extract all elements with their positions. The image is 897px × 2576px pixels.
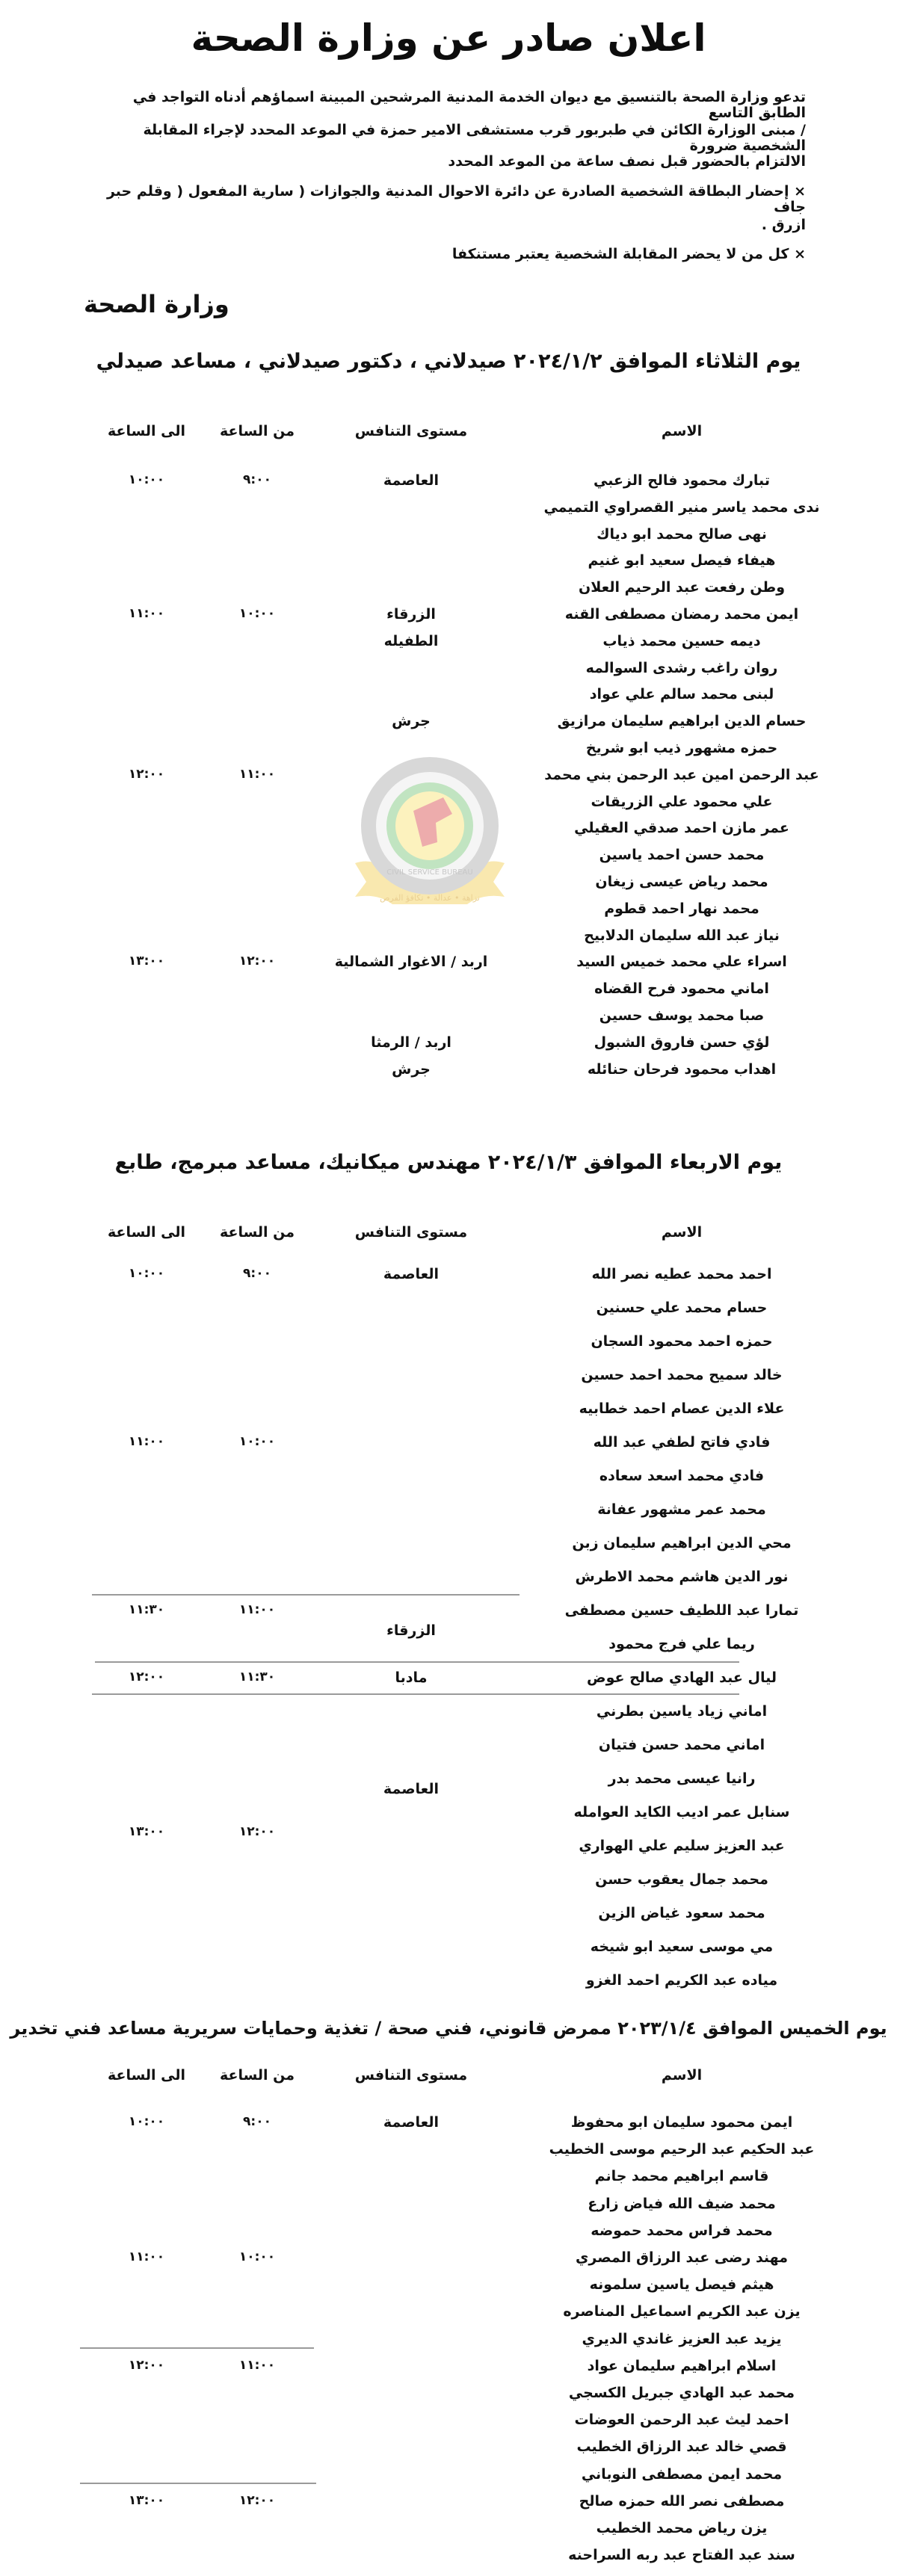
candidate-name: صبا محمد يوسف حسين xyxy=(599,1007,765,1024)
candidate-name: وطن رفعت عبد الرحيم العلان xyxy=(578,579,786,596)
candidate-name: علي محمود علي الزريقات xyxy=(591,793,773,810)
candidate-name: مياده عبد الكريم احمد الغزو xyxy=(585,1972,778,1989)
candidate-name: قاسم ابراهيم محمد جانم xyxy=(594,2168,769,2185)
time-from: ١٠:٠٠ xyxy=(238,1434,276,1449)
candidate-name: احمد محمد عطيه نصر الله xyxy=(591,1266,772,1282)
competition-level: الزرقاء xyxy=(386,1622,436,1639)
candidate-name: اماني محمد حسن فتيان xyxy=(598,1737,765,1753)
divider-line xyxy=(92,1594,520,1596)
candidate-name: نياز عبد الله سليمان الدلابيح xyxy=(584,927,780,944)
time-from: ١٢:٠٠ xyxy=(238,954,276,969)
svg-text:نزاهة • عدالة • تكافؤ الفرص: نزاهة • عدالة • تكافؤ الفرص xyxy=(380,893,480,903)
time-from: ١١:٠٠ xyxy=(238,2357,276,2373)
time-from: ١١:٣٠ xyxy=(238,1670,276,1684)
header-to: الى الساعة xyxy=(107,1224,186,1241)
header-from: من الساعة xyxy=(219,423,295,439)
candidate-name: اماني محمود فرح القضاه xyxy=(594,980,769,998)
candidate-name: مهند رضى عبد الرزاق المصري xyxy=(576,2249,788,2266)
time-from: ٩:٠٠ xyxy=(243,472,271,487)
ministry-label: وزارة الصحة xyxy=(84,290,229,318)
candidate-name: احمد ليث عبد الرحمن العوضات xyxy=(574,2412,789,2429)
intro-line: الالتزام بالحضور قبل نصف ساعة من الموعد المحدد xyxy=(448,153,806,170)
candidate-name: محمد نهار احمد قطوم xyxy=(604,900,759,917)
candidate-name: هيفاء فيصل سعيد ابو غنيم xyxy=(588,552,776,569)
section-heading: يوم الخميس الموافق ٢٠٢٣/١/٤ ممرض قانوني، فني صحة / تغذية وحمايات سريرية مساعد فني تخدير xyxy=(10,2018,887,2039)
candidate-name: مي موسى سعيد ابو شيخه xyxy=(590,1939,774,1955)
candidate-name: روان راغب رشدى السوالمه xyxy=(585,659,778,676)
competition-level: العاصمة xyxy=(383,472,440,489)
candidate-name: حمزه مشهور ذيب ابو شريخ xyxy=(585,740,778,756)
candidate-name: حسام الدين ابراهيم سليمان مرازيق xyxy=(557,713,807,730)
time-to: ١١:٠٠ xyxy=(128,2249,165,2264)
candidate-name: محمد جمال يعقوب حسن xyxy=(595,1871,768,1888)
candidate-name: اماني زياد ياسين بطرني xyxy=(596,1703,768,1720)
candidate-name: محمد حسن احمد ياسين xyxy=(599,847,765,864)
intro-line: تدعو وزارة الصحة بالتنسيق مع ديوان الخدمة المدنية المرشحين المبينة اسماؤهم أدناه التواجد في الطابق التاسع xyxy=(132,89,806,121)
candidate-name: فادي محمد اسعد سعاده xyxy=(599,1468,765,1484)
time-to: ١١:٣٠ xyxy=(128,1602,165,1617)
civil-service-bureau-logo-icon xyxy=(348,751,512,923)
header-from: من الساعة xyxy=(219,1224,295,1241)
divider-line xyxy=(80,2483,316,2484)
section-heading: يوم الثلاثاء الموافق ٢٠٢٤/١/٢ صيدلاني ، دكتور صيدلاني ، مساعد صيدلي xyxy=(96,350,801,373)
candidate-name: علاء الدين عصام احمد خطابيه xyxy=(579,1400,785,1417)
candidate-name: لبنى محمد سالم علي عواد xyxy=(589,686,774,703)
candidate-name: سنابل عمر اديب الكايد العوامله xyxy=(573,1804,790,1820)
time-from: ٩:٠٠ xyxy=(243,2114,271,2129)
time-to: ١٣:٠٠ xyxy=(128,2492,165,2508)
candidate-name: ليال عبد الهادي صالح عوض xyxy=(587,1670,777,1686)
competition-level: الزرقاء xyxy=(386,606,436,623)
time-from: ١١:٠٠ xyxy=(238,766,276,782)
candidate-name: محمد رياض عيسى زيغان xyxy=(595,874,768,890)
candidate-name: ندى محمد ياسر منير القصراوي التميمي xyxy=(543,498,820,516)
svg-text:CIVIL SERVICE BUREAU: CIVIL SERVICE BUREAU xyxy=(386,868,473,877)
header-to: الى الساعة xyxy=(107,423,186,439)
competition-level: العاصمة xyxy=(383,1780,440,1797)
candidate-name: محمد فراس محمد حموضه xyxy=(591,2222,773,2239)
candidate-name: يزيد عبد العزيز غاندي الديري xyxy=(582,2330,782,2347)
time-from: ١٠:٠٠ xyxy=(238,2249,276,2264)
candidate-name: محمد ايمن مصطفى النوباني xyxy=(581,2465,783,2483)
candidate-name: لؤي حسن فاروق الشبول xyxy=(594,1034,770,1051)
intro-bullet-id-card: × إحضار البطاقة الشخصية الصادرة عن دائرة الاحوال المدنية والجوازات ( سارية المفعول ( وقلم حبر جاف xyxy=(106,183,806,215)
header-name: الاسم xyxy=(661,2067,703,2084)
header-name: الاسم xyxy=(661,423,703,439)
candidate-name: مصطفى نصر الله حمزه صالح xyxy=(579,2492,785,2509)
time-from: ١٠:٠٠ xyxy=(238,606,276,621)
candidate-name: محمد عبد الهادي جبريل الكسجي xyxy=(568,2385,795,2401)
announcement-title: اعلان صادر عن وزارة الصحة xyxy=(191,16,706,60)
time-from: ٩:٠٠ xyxy=(243,1266,271,1281)
header-level: مستوى التنافس xyxy=(354,1224,468,1241)
header-level: مستوى التنافس xyxy=(354,423,468,439)
candidate-name: محي الدين ابراهيم سليمان زبن xyxy=(572,1535,792,1551)
header-name: الاسم xyxy=(661,1224,703,1241)
intro-line: / مبنى الوزارة الكائن في طبربور قرب مستشفى الامير حمزة في الموعد المحدد لإجراء المقابلة الشخصية ضرورة xyxy=(143,122,806,154)
candidate-name: نهى صالح محمد ابو دياك xyxy=(597,525,767,543)
competition-level: العاصمة xyxy=(383,1266,440,1282)
candidate-name: محمد سعود غياض الزين xyxy=(598,1905,765,1921)
competition-level: مادبا xyxy=(395,1670,428,1686)
time-from: ١٢:٠٠ xyxy=(238,1824,276,1839)
candidate-name: عبد العزيز سليم علي الهواري xyxy=(579,1838,785,1854)
candidate-name: ايمن محمد رمضان مصطفى القنه xyxy=(564,606,799,623)
competition-level: جرش xyxy=(392,713,431,730)
candidate-name: تبارك محمود فالح الزعبي xyxy=(594,472,770,489)
candidate-name: عبد الرحمن امين عبد الرحمن بني محمد xyxy=(544,766,819,783)
candidate-name: محمد ضيف الله فياض زارع xyxy=(588,2195,776,2212)
time-to: ١٠:٠٠ xyxy=(128,2114,165,2129)
candidate-name: رانيا عيسى محمد بدر xyxy=(608,1770,756,1787)
candidate-name: فادي فاتح لطفي عبد الله xyxy=(593,1434,771,1451)
competition-level: اربد / الاغوار الشمالية xyxy=(334,954,488,971)
time-to: ١٢:٠٠ xyxy=(128,1670,165,1684)
candidate-name: عبد الحكيم عبد الرحيم موسى الخطيب xyxy=(549,2141,815,2158)
competition-level: العاصمة xyxy=(383,2114,440,2131)
header-from: من الساعة xyxy=(219,2067,295,2084)
candidate-name: عمر مازن احمد صدقي العقيلي xyxy=(574,820,789,837)
candidate-name: حسام محمد علي حسنين xyxy=(596,1300,768,1316)
section-heading: يوم الاربعاء الموافق ٢٠٢٤/١/٣ مهندس ميكانيك، مساعد مبرمج، طابع xyxy=(114,1151,783,1174)
candidate-name: سند عبد الفتاح عبد ربه السراحنه xyxy=(568,2547,795,2564)
competition-level: اربد / الرمثا xyxy=(371,1034,451,1051)
candidate-name: اسلام ابراهيم سليمان عواد xyxy=(587,2357,777,2374)
candidate-name: اهداب محمود فرحان حنائله xyxy=(587,1060,777,1078)
time-from: ١٢:٠٠ xyxy=(238,2492,276,2508)
header-to: الى الساعة xyxy=(107,2067,186,2084)
time-to: ١٠:٠٠ xyxy=(128,1266,165,1281)
candidate-name: يزن عبد الكريم اسماعيل المناصره xyxy=(563,2303,801,2320)
candidate-name: قصي خالد عبد الرزاق الخطيب xyxy=(576,2438,787,2456)
intro-bullet-absence: × كل من لا يحضر المقابلة الشخصية يعتبر مستنكفا xyxy=(451,246,806,262)
divider-line xyxy=(80,2347,314,2349)
candidate-name: حمزه احمد محمود السجان xyxy=(591,1333,773,1350)
divider-line xyxy=(95,1661,739,1663)
candidate-name: هيثم فيصل ياسين سلمونه xyxy=(589,2276,774,2294)
candidate-name: اسراء علي محمد خميس السيد xyxy=(576,954,787,971)
candidate-name: خالد سميح محمد احمد حسين xyxy=(581,1367,783,1383)
time-to: ١٠:٠٠ xyxy=(128,472,165,487)
candidate-name: نور الدين هاشم محمد الاطرش xyxy=(575,1569,789,1585)
time-to: ١٢:٠٠ xyxy=(128,2357,165,2373)
header-level: مستوى التنافس xyxy=(354,2067,468,2084)
candidate-name: يزن رياض محمد الخطيب xyxy=(596,2520,768,2536)
competition-level: جرش xyxy=(392,1060,431,1078)
time-to: ١١:٠٠ xyxy=(128,1434,165,1449)
candidate-name: ايمن محمود سليمان ابو محفوظ xyxy=(570,2114,793,2131)
time-to: ١٢:٠٠ xyxy=(128,766,165,782)
divider-line xyxy=(92,1693,739,1695)
candidate-name: تمارا عبد اللطيف حسين مصطفى xyxy=(564,1602,799,1619)
intro-line: ازرق . xyxy=(761,217,806,233)
time-to: ١٣:٠٠ xyxy=(128,1824,165,1839)
time-from: ١١:٠٠ xyxy=(238,1602,276,1617)
time-to: ١٣:٠٠ xyxy=(128,954,165,969)
candidate-name: محمد عمر مشهور عفانة xyxy=(597,1501,766,1518)
candidate-name: ريما علي فرج محمود xyxy=(608,1636,755,1652)
time-to: ١١:٠٠ xyxy=(128,606,165,621)
competition-level: الطفيله xyxy=(383,632,439,649)
candidate-name: ديمه حسين محمد ذياب xyxy=(602,632,761,649)
